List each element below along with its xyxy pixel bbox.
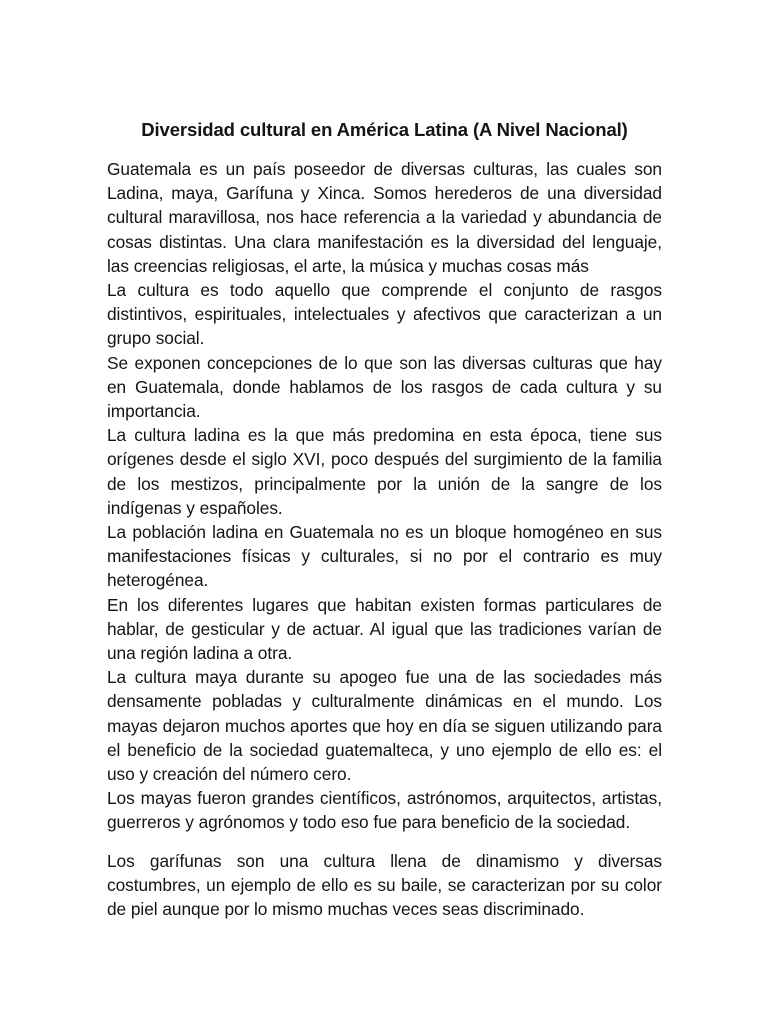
paragraph-culture-definition: La cultura es todo aquello que comprende el conjunto de rasgos distintivos, espirituales, intelectuales y afectivos que caracterizan a un grupo social.: [107, 280, 662, 349]
paragraph-spacer: [107, 835, 662, 849]
paragraph-conceptions: Se exponen concepciones de lo que son las diversas culturas que hay en Guatemala, donde hablamos de los rasgos de cada cultura y su importancia.: [107, 352, 662, 422]
paragraph-guatemala-cultures: Guatemala es un país poseedor de diversas culturas, las cuales son Ladina, maya, Garífuna y Xinca. Somos herederos de una diversidad cultural maravillosa, nos hace referencia a la variedad y abundancia de cosas distintas. Una clara manifestación es la diversidad del lenguaje, las creencias religiosas, el arte, la música y muchas cosas más: [107, 159, 662, 276]
paragraph-regional-traditions: En los diferentes lugares que habitan existen formas particulares de hablar, de gesticular y de actuar. Al igual que las tradiciones varían de una región ladina a otra.: [107, 594, 662, 664]
paragraph-garifuna-culture: Los garífunas son una cultura llena de dinamismo y diversas costumbres, un ejemplo de ello es su baile, se caracterizan por su color de piel aunque por lo mismo muchas veces seas discriminado.: [107, 850, 662, 920]
paragraph-ladina-population: La población ladina en Guatemala no es un bloque homogéneo en sus manifestaciones físicas y culturales, si no por el contrario es muy heterogénea.: [107, 522, 662, 591]
document-title: Diversidad cultural en América Latina (A Nivel Nacional): [141, 119, 628, 140]
document-page: [107, 117, 662, 921]
paragraph-ladina-culture: La cultura ladina es la que más predomina en esta época, tiene sus orígenes desde el siglo XVI, poco después del surgimiento de la familia de los mestizos, principalmente por la unión de la sangre de los indígenas y españoles.: [107, 425, 662, 518]
paragraph-maya-culture: La cultura maya durante su apogeo fue una de las sociedades más densamente pobladas y culturalmente dinámicas en el mundo. Los mayas dejaron muchos aportes que hoy en día se siguen utilizando para el beneficio de la sociedad guatemalteca, y uno ejemplo de ello es: el uso y creación del número cero.: [107, 667, 662, 785]
paragraph-maya-scientists: Los mayas fueron grandes científicos, astrónomos, arquitectos, artistas, guerreros y agrónomos y todo eso fue para beneficio de la sociedad.: [107, 788, 662, 833]
